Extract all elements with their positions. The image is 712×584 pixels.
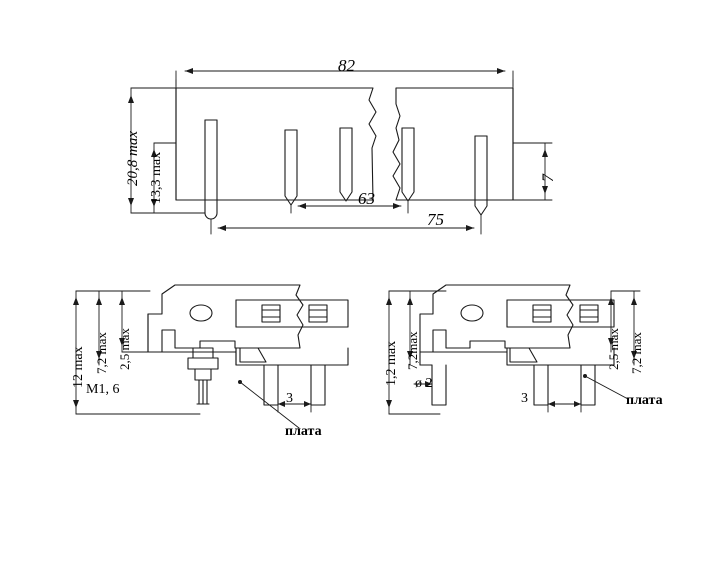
dim-label-left-gap3: 3 [286, 391, 293, 406]
dim-label-right-25max: 2,5 max [606, 328, 621, 370]
board-label-left: плата [285, 424, 322, 439]
dim-label-left-72max: 7,2 max [94, 332, 109, 374]
dim-label-right-gap3: 3 [521, 391, 528, 406]
diameter-label-o2: ø 2 [415, 376, 433, 391]
board-label-right: плата [626, 393, 663, 408]
dim-label-right-height: 7 [540, 174, 557, 182]
dim-label-height-body: 13,3 max [149, 151, 164, 204]
dim-label-height-total: 20,8 max [125, 131, 141, 186]
dim-label-left-25max: 2,5 max [117, 328, 132, 370]
dim-label-left-12max: 12 max [71, 346, 86, 388]
dim-label-spacing-75: 75 [427, 210, 444, 229]
dim-label-right-12max: 1,2 max [384, 340, 399, 386]
thread-label-m16: M1, 6 [86, 382, 120, 397]
dim-label-right-72max-left: 7,2max [405, 331, 420, 370]
dim-label-spacing-63: 63 [358, 189, 375, 208]
dim-label-overall-length: 82 [338, 56, 355, 75]
dim-label-right-72max-right: 7,2 max [629, 332, 644, 374]
